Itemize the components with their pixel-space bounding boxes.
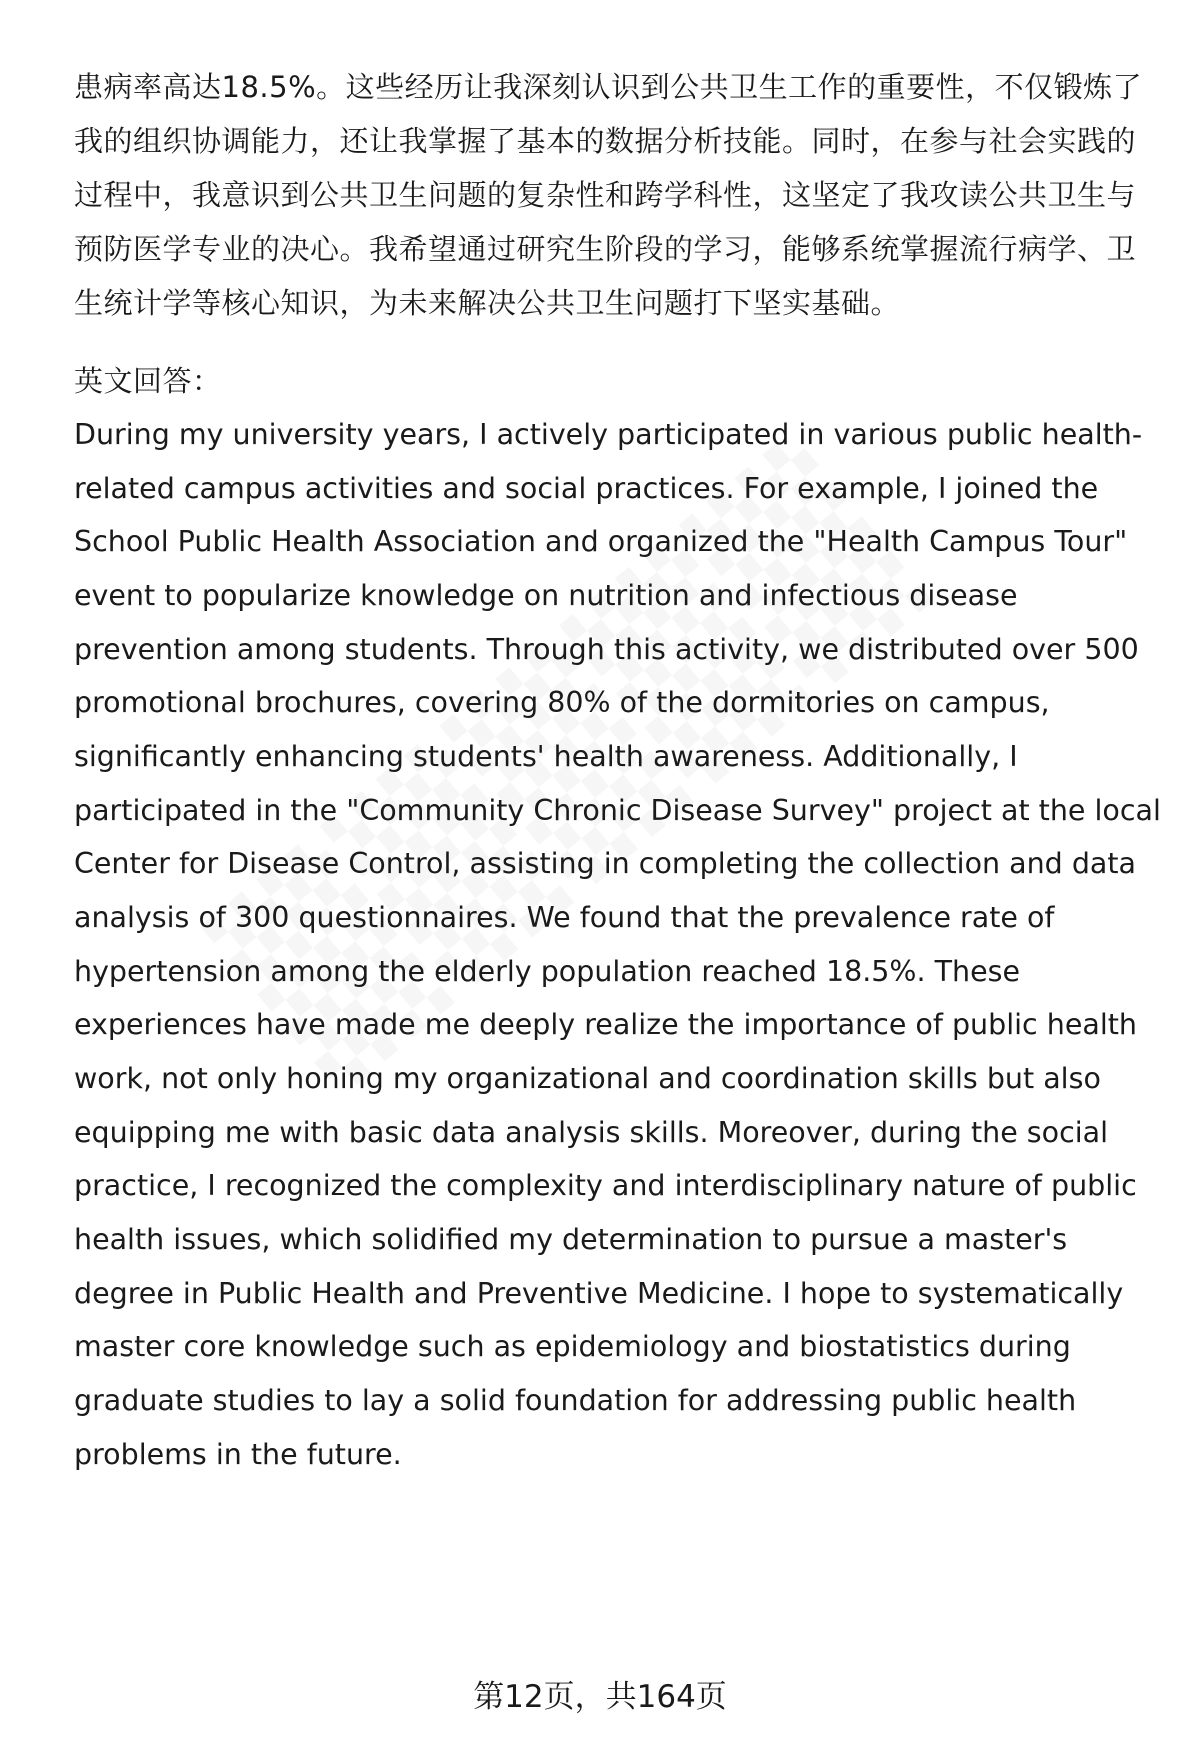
english-line-6: promotional brochures, covering 80% of the dormitories on campus, [74,686,1050,719]
english-line-12: experiences have made me deeply realize the importance of public health [74,1008,1137,1041]
english-line-2: related campus activities and social practices. For example, I joined the [74,472,1099,505]
page-number-footer: 第12页，共164页 [473,1679,727,1715]
english-line-15: practice, I recognized the complexity and interdisciplinary nature of public [74,1169,1137,1202]
chinese-line-1: 患病率高达18.5%。这些经历让我深刻认识到公共卫生工作的重要性，不仅锻炼了 [74,70,1143,104]
english-line-1: During my university years, I actively participated in various public health- [74,418,1143,451]
english-line-14: equipping me with basic data analysis skills. Moreover, during the social [74,1116,1109,1149]
english-line-3: School Public Health Association and organized the "Health Campus Tour" [74,525,1128,558]
english-line-10: analysis of 300 questionnaires. We found that the prevalence rate of [74,901,1055,934]
chinese-line-3: 过程中，我意识到公共卫生问题的复杂性和跨学科性，这坚定了我攻读公共卫生与 [74,178,1137,212]
english-answer-heading: 英文回答： [74,364,222,398]
english-line-9: Center for Disease Control, assisting in completing the collection and data [74,847,1137,880]
english-line-17: degree in Public Health and Preventive Medicine. I hope to systematically [74,1277,1124,1310]
chinese-line-2: 我的组织协调能力，还让我掌握了基本的数据分析技能。同时，在参与社会实践的 [74,124,1137,158]
english-line-13: work, not only honing my organizational and coordination skills but also [74,1062,1101,1095]
english-line-5: prevention among students. Through this activity, we distributed over 500 [74,633,1139,666]
chinese-line-4: 预防医学专业的决心。我希望通过研究生阶段的学习，能够系统掌握流行病学、卫 [74,232,1137,266]
english-line-7: significantly enhancing students' health awareness. Additionally, I [74,740,1018,773]
english-line-8: participated in the "Community Chronic Disease Survey" project at the local [74,794,1161,827]
english-line-20: problems in the future. [74,1438,402,1471]
english-line-19: graduate studies to lay a solid foundation for addressing public health [74,1384,1077,1417]
chinese-line-5: 生统计学等核心知识，为未来解决公共卫生问题打下坚实基础。 [74,286,901,320]
english-line-4: event to popularize knowledge on nutrition and infectious disease [74,579,1018,612]
english-line-18: master core knowledge such as epidemiology and biostatistics during [74,1330,1071,1363]
english-line-11: hypertension among the elderly population reached 18.5%. These [74,955,1020,988]
english-line-16: health issues, which solidified my determination to pursue a master's [74,1223,1068,1256]
